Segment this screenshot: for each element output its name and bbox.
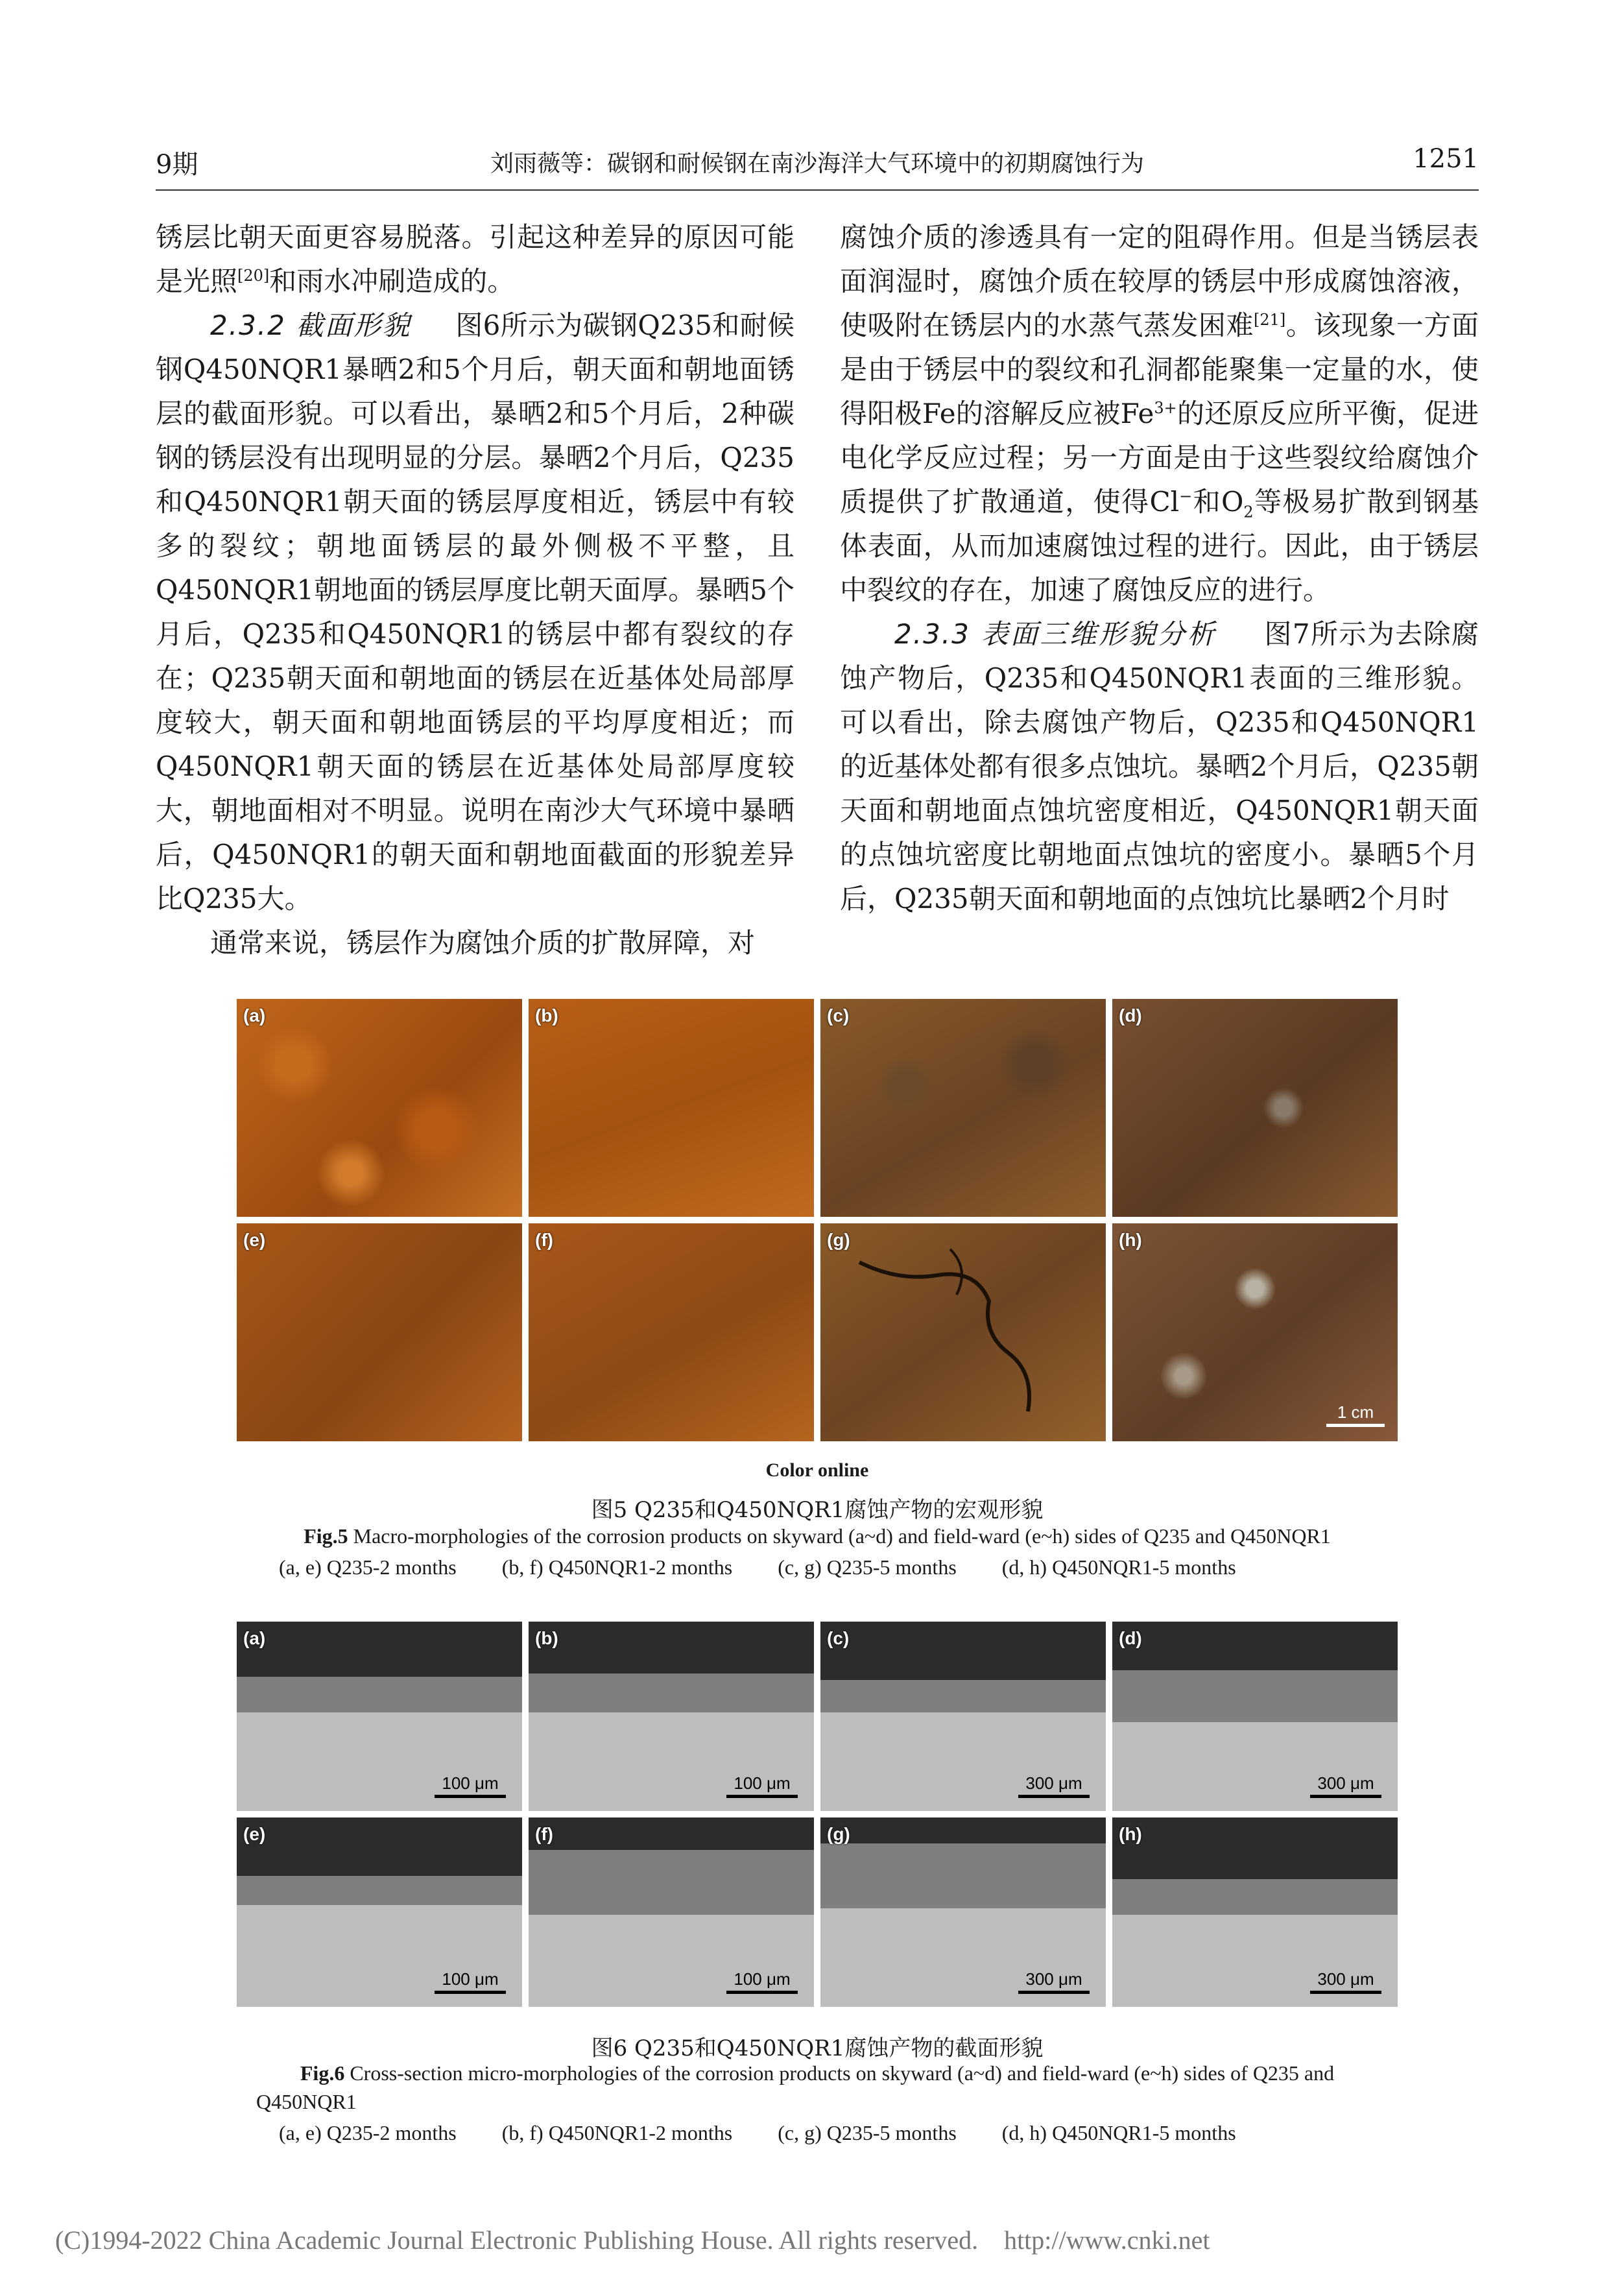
fig5-panel-h: (h) 1 cm <box>1112 1223 1398 1441</box>
issue-number: 9期 <box>156 150 198 180</box>
fig5-caption-en: Fig.5 Macro-morphologies of the corrosion products on skyward (a~d) and field-ward (e~h) sides of Q235 and Q450NQR1 <box>304 1524 1331 1548</box>
citation[interactable]: [20] <box>237 267 270 285</box>
fig6-panel-f: (f) 100 μm <box>529 1817 814 2007</box>
fig6-panel-a: (a) 100 μm <box>237 1622 522 1811</box>
paragraph: 通常来说，锈层作为腐蚀介质的扩散屏障，对 <box>210 927 756 959</box>
fig5-panel-e: (e) <box>237 1223 522 1441</box>
fig5-panel-a: (a) <box>237 999 522 1217</box>
color-online-note: Color online <box>765 1459 869 1481</box>
fig5-panel-f: (f) <box>529 1223 814 1441</box>
right-column <box>840 215 1479 921</box>
fig6-panel-d: (d) 300 μm <box>1112 1622 1398 1811</box>
fig6-panel-h: (h) 300 μm <box>1112 1817 1398 2007</box>
fig6-caption-en: Fig.6 Cross-section micro-morphologies of the corrosion products on skyward (a~d) and field-ward (e~h) sides of Q235 and <box>300 2061 1335 2085</box>
running-title: 刘雨薇等：碳钢和耐候钢在南沙海洋大气环境中的初期腐蚀行为 <box>490 150 1144 177</box>
section-heading: 2.3.3 表面三维形貌分析 <box>894 618 1217 650</box>
scale-bar: 1 cm <box>1326 1402 1385 1427</box>
citation[interactable]: [21] <box>1253 311 1286 329</box>
paragraph: 腐蚀介质的渗透具有一定的阻碍作用。但是当锈层表面润湿时，腐蚀介质在较厚的锈层中形成腐蚀溶液，使吸附在锈层内的水蒸气蒸发困难[21]。该现象一方面是由于锈层中的裂纹和孔洞都能聚集一定量的水，使得阳极Fe的溶解反应被$Fe^{3+}$的还原反应所平衡，促进电化学反应过程；另一方面是由于这些裂纹给腐蚀介质提供了扩散通道，使得Cl−和$O_2$等极易扩散到钢基体表面，从而加速腐蚀过程的进行。因此，由于锈层中裂纹的存在，加速了腐蚀反应的进行。 <box>840 221 1479 606</box>
fig6-subcaption: (a, e) Q235-2 months (b, f) Q450NQR1-2 months (c, g) Q235-5 months (d, h) Q450NQR1-5 months <box>279 2121 1236 2144</box>
fig5-subcaption: (a, e) Q235-2 months (b, f) Q450NQR1-2 months (c, g) Q235-5 months (d, h) Q450NQR1-5 months <box>279 1555 1236 1579</box>
figure-5 <box>237 999 1398 1442</box>
figure-6 <box>237 1622 1398 2009</box>
fig5-panel-c: (c) <box>820 999 1106 1217</box>
fig6-panel-e: (e) 100 μm <box>237 1817 522 2007</box>
fig6-caption-zh: 图6 Q235和Q450NQR1腐蚀产物的截面形貌 <box>591 2035 1044 2061</box>
left-column <box>156 215 794 965</box>
fig5-caption-zh: 图5 Q235和Q450NQR1腐蚀产物的宏观形貌 <box>591 1497 1044 1523</box>
page-number: 1251 <box>1413 144 1479 174</box>
copyright-footer: (C)1994-2022 China Academic Journal Electronic Publishing House. All rights reserved. http://www.cnki.net <box>55 2225 1210 2255</box>
paragraph: 锈层比朝天面更容易脱落。引起这种差异的原因可能是光照[20]和雨水冲刷造成的。 <box>156 221 794 297</box>
crack-lines <box>820 1223 1106 1441</box>
fig5-panel-g: (g) <box>820 1223 1106 1441</box>
section-2-3-3: 2.3.3 表面三维形貌分析 图7所示为去除腐蚀产物后，Q235和Q450NQR1表面的三维形貌。可以看出，除去腐蚀产物后，Q235和Q450NQR1的近基体处都有很多点蚀坑。暴晒2个月后，Q235朝天面和朝地面点蚀坑密度相近，Q450NQR1朝天面的点蚀坑密度比朝地面点蚀坑的密度小。暴晒5个月后，Q235朝天面和朝地面的点蚀坑比暴晒2个月时 <box>840 618 1479 915</box>
fig6-panel-g: (g) 300 μm <box>820 1817 1106 2007</box>
section-2-3-2: 2.3.2 截面形貌 图6所示为碳钢Q235和耐候钢Q450NQR1暴晒2和5个月后，朝天面和朝地面锈层的截面形貌。可以看出，暴晒2和5个月后，2种碳钢的锈层没有出现明显的分层。暴晒2个月后，Q235和Q450NQR1朝天面的锈层厚度相近，锈层中有较多的裂纹；朝地面锈层的最外侧极不平整，且Q450NQR1朝地面的锈层厚度比朝天面厚。暴晒5个月后，Q235和Q450NQR1的锈层中都有裂纹的存在；Q235朝天面和朝地面的锈层在近基体处局部厚度较大，朝天面和朝地面锈层的平均厚度相近；而Q450NQR1朝天面的锈层在近基体处局部厚度较大，朝地面相对不明显。说明在南沙大气环境中暴晒后，Q450NQR1的朝天面和朝地面截面的形貌差异比Q235大。 <box>156 309 794 915</box>
fig5-panel-b: (b) <box>529 999 814 1217</box>
running-header <box>156 144 1479 183</box>
fig6-panel-b: (b) 100 μm <box>529 1622 814 1811</box>
fig6-caption-en-cont: Q450NQR1 <box>256 2090 357 2113</box>
fig6-panel-c: (c) 300 μm <box>820 1622 1106 1811</box>
section-heading: 2.3.2 截面形貌 <box>210 309 411 341</box>
header-rule <box>156 189 1479 191</box>
fig5-panel-d: (d) <box>1112 999 1398 1217</box>
